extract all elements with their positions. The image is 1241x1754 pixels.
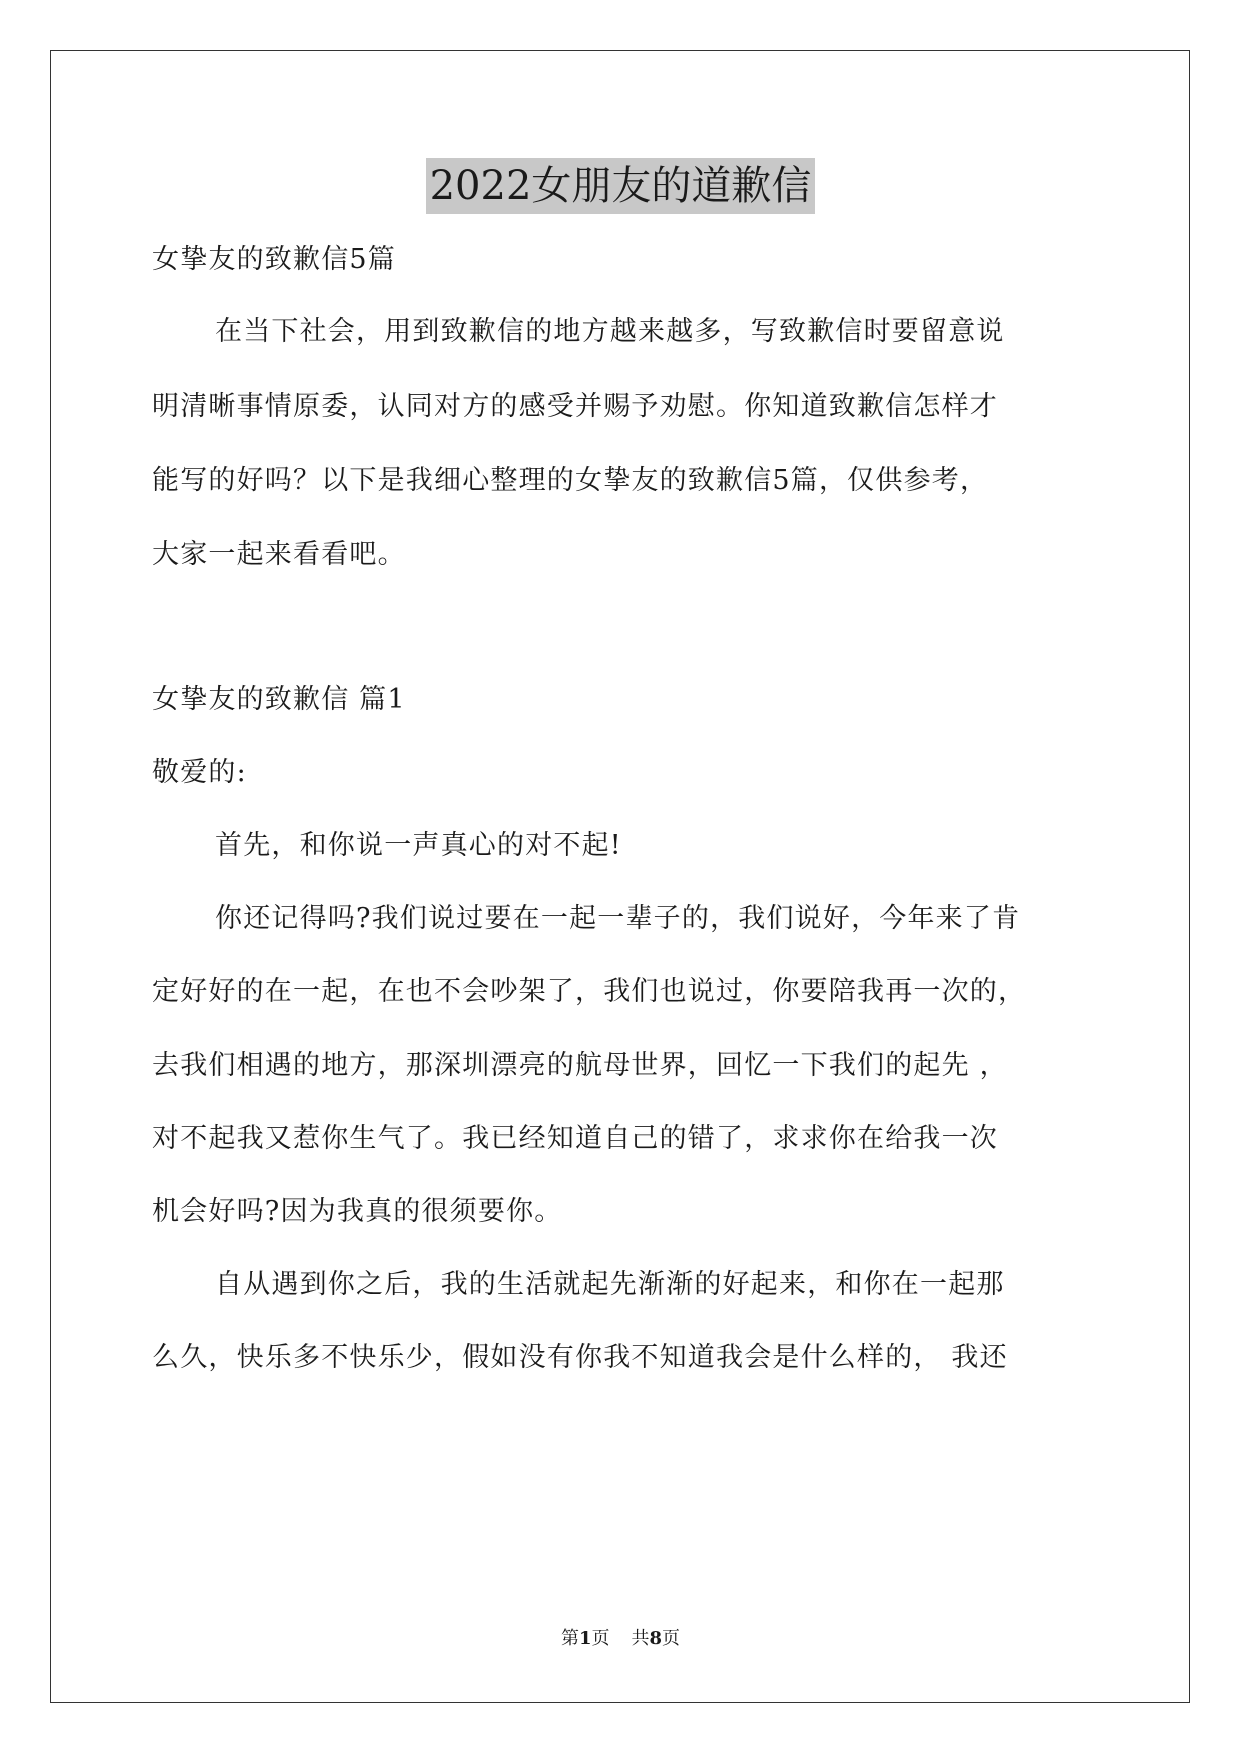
document-title: 2022女朋友的道歉信 <box>426 158 816 214</box>
body-line: 去我们相遇的地方，那深圳漂亮的航母世界，回忆一下我们的起先 ， <box>152 1050 1008 1081</box>
section-heading: 女挚友的致歉信 篇1 <box>152 684 406 715</box>
footer-total-prefix: 共 <box>631 1628 650 1649</box>
salutation: 敬爱的: <box>152 757 247 788</box>
page-footer <box>0 1627 1241 1651</box>
footer-page-prefix: 第 <box>560 1628 579 1649</box>
document-subtitle: 女挚友的致歉信5篇 <box>152 244 396 275</box>
footer-page-current: 1 <box>578 1628 592 1649</box>
page-border <box>50 50 1190 1703</box>
body-line: 首先，和你说一声真心的对不起! <box>215 830 622 861</box>
body-line: 自从遇到你之后，我的生活就起先渐渐的好起来，和你在一起那 <box>215 1269 1005 1300</box>
body-line: 么久，快乐多不快乐少，假如没有你我不知道我会是什么样的， 我还 <box>152 1342 1008 1373</box>
body-line: 机会好吗?因为我真的很须要你。 <box>152 1196 563 1227</box>
body-line: 对不起我又惹你生气了。我已经知道自己的错了，求求你在给我一次 <box>152 1123 998 1154</box>
intro-line: 能写的好吗？以下是我细心整理的女挚友的致歉信5篇，仅供参考， <box>152 465 989 496</box>
body-line: 你还记得吗?我们说过要在一起一辈子的，我们说好，今年来了肯 <box>215 903 1021 934</box>
intro-line: 明清晰事情原委，认同对方的感受并赐予劝慰。你知道致歉信怎样才 <box>152 391 998 422</box>
title-container <box>0 158 1241 214</box>
footer-page-total: 8 <box>649 1628 663 1649</box>
footer-page-suffix: 页 <box>591 1628 610 1649</box>
intro-line: 大家一起来看看吧。 <box>152 539 406 570</box>
footer-total-suffix: 页 <box>662 1628 681 1649</box>
intro-line: 在当下社会，用到致歉信的地方越来越多，写致歉信时要留意说 <box>215 316 1005 347</box>
body-line: 定好好的在一起，在也不会吵架了，我们也说过，你要陪我再一次的， <box>152 976 1027 1007</box>
